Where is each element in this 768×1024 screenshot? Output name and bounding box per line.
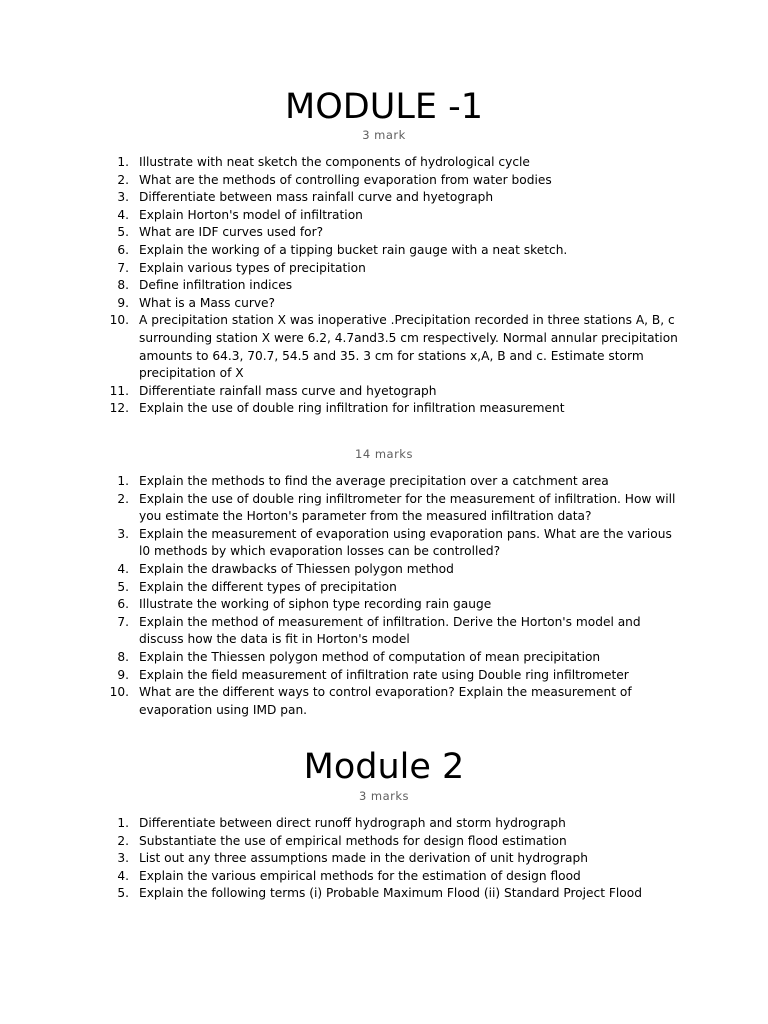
question-number: 8. [117,278,129,293]
question-text: Explain the method of measurement of infiltration. Derive the Horton's model and discuss how the data is fit in Horton's model [139,614,641,647]
question-text: Explain Horton's model of infiltration [139,207,363,222]
question-item [0,596,684,614]
question-item [0,172,684,190]
module-1-title: MODULE -1 [285,87,483,127]
question-item [0,885,684,903]
question-item [0,526,684,561]
question-text: Explain the use of double ring infiltration for infiltration measurement [139,401,565,416]
module-1-14marks-heading: 14 marks [355,447,413,461]
module-1-14marks-question-list [0,473,768,719]
question-item [0,312,684,382]
question-item [0,154,684,172]
question-text: A precipitation station X was inoperative .Precipitation recorded in three stations A, B, c surrounding station X were 6.2, 4.7and3.5 cm respectively. Normal annular precipitation amounts to 64.3, 70.7, 54.5 and 35. 3 cm for stations x,A, B and c. Estimate storm precipitation of X [139,313,678,381]
question-number: 6. [117,242,129,257]
question-text: Define infiltration indices [139,278,293,293]
question-number: 1. [117,816,129,830]
question-text: Illustrate with neat sketch the components of hydrological cycle [139,155,530,169]
question-number: 1. [117,474,129,488]
module-1-3mark-question-list [0,154,768,418]
question-number: 11. [109,383,129,398]
question-text: Explain the working of a tipping bucket rain gauge with a neat sketch. [139,242,568,257]
question-number: 1. [117,155,129,169]
question-number: 6. [117,597,129,612]
question-number: 12. [109,401,129,416]
question-text: Explain the use of double ring infiltrometer for the measurement of infiltration. How will you estimate the Horton's parameter from the measured infiltration data? [139,491,676,524]
question-text: Differentiate between mass rainfall curve and hyetograph [139,190,494,205]
question-item [0,561,684,579]
question-text: Explain various types of precipitation [139,260,366,275]
question-number: 4. [117,207,129,222]
question-number: 9. [117,295,129,310]
question-number: 10. [109,313,129,328]
question-number: 2. [117,833,129,848]
question-number: 10. [109,685,129,700]
question-text: Substantiate the use of empirical methods for design flood estimation [139,833,567,848]
question-text: Illustrate the working of siphon type recording rain gauge [139,597,492,612]
question-item [0,579,684,597]
question-number: 7. [117,614,129,629]
question-item [0,400,684,418]
question-item [0,667,684,685]
question-number: 9. [117,667,129,682]
question-item [0,491,684,526]
question-item [0,684,684,719]
question-item [0,649,684,667]
module-2-title: Module 2 [303,747,465,787]
question-text: Explain the following terms (i) Probable Maximum Flood (ii) Standard Project Flood [139,886,642,901]
question-text: What is a Mass curve? [139,295,276,310]
question-item [0,868,684,886]
question-text: Explain the drawbacks of Thiessen polygon method [139,561,454,576]
question-number: 3. [117,190,129,205]
question-text: What are the methods of controlling evaporation from water bodies [139,172,552,187]
question-item [0,833,684,851]
question-text: What are the different ways to control evaporation? Explain the measurement of evaporation using IMD pan. [139,685,632,717]
question-text: Differentiate between direct runoff hydrograph and storm hydrograph [139,816,566,830]
module-2-3marks-question-list [0,815,768,903]
question-text: Explain the different types of precipitation [139,579,397,594]
question-text: What are IDF curves used for? [139,225,324,240]
question-text: Explain the field measurement of infiltration rate using Double ring infiltrometer [139,667,629,682]
question-text: Explain the measurement of evaporation using evaporation pans. What are the various l0 methods by which evaporation losses can be controlled? [139,526,672,559]
question-text: List out any three assumptions made in the derivation of unit hydrograph [139,851,588,866]
question-number: 7. [117,260,129,275]
question-item [0,189,684,207]
question-item [0,473,684,491]
question-item [0,383,684,401]
question-item [0,850,684,868]
question-number: 3. [117,526,129,541]
question-number: 4. [117,868,129,883]
question-number: 3. [117,851,129,866]
question-text: Explain the methods to find the average precipitation over a catchment area [139,474,609,488]
question-number: 2. [117,491,129,506]
question-number: 8. [117,649,129,664]
question-item [0,614,684,649]
question-item [0,815,684,833]
question-number: 5. [117,225,129,240]
question-text: Explain the Thiessen polygon method of computation of mean precipitation [139,649,601,664]
question-item [0,277,684,295]
question-item [0,224,684,242]
question-item [0,242,684,260]
module-2-3marks-heading: 3 marks [358,789,410,803]
question-text: Explain the various empirical methods for the estimation of design flood [139,868,581,883]
module-1-3mark-heading: 3 mark [362,128,406,142]
question-text: Differentiate rainfall mass curve and hyetograph [139,383,437,398]
question-item [0,295,684,313]
question-number: 5. [117,886,129,901]
question-item [0,207,684,225]
question-item [0,260,684,278]
question-number: 2. [117,172,129,187]
question-number: 5. [117,579,129,594]
question-number: 4. [117,561,129,576]
